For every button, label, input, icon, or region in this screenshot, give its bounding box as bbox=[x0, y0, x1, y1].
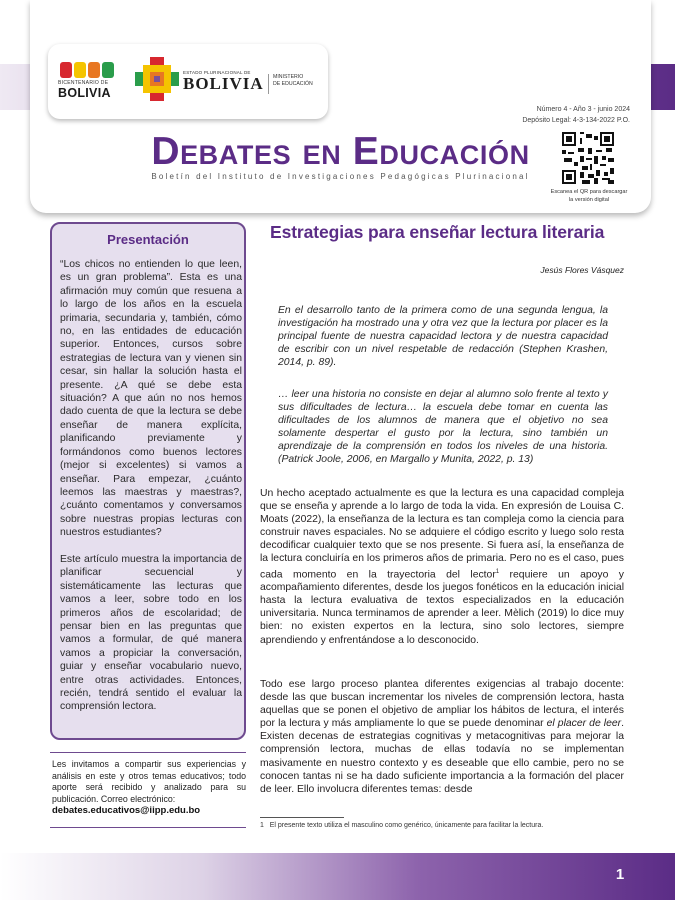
presentation-paragraph: “Los chicos no entienden lo que leen, es un gran problema”. Esta es una afirmación muy común que resuena a lo largo de los años en la escuela primaria, secundaria y, también, cómo no, en las entidades de educación superior. Entonces, cursos sobre estrategias de lectura van y vienen sin cesar, sin hallar la solución hasta el presente. ¿A qué se debe esta situación? A que aún no nos hemos dado cuenta de que la lectura se debe enseñar de manera explícita, planificando previamente y formándonos como buenos lectores (mejor si excelentes) si vamos a enseñar. Para empezar, ¿cuánto leemos las maestras y maestras?, ¿cuánto comentamos y conversamos sobre nuestras propias lecturas con nuestros estudiantes? bbox=[60, 259, 242, 539]
body-text-segment: requiere un apoyo y acompañamiento diferentes, desde los juegos fonéticos en la educación inicial hasta la lectura evaluativa de textos especializados en la educación universitaria. Nunca terminamos de aprender a leer. Mèlich (2019) lo dice muy bien: no existen expertos en la lectura, sino solo lectores, siempre aprendiendo y enfrentándose a lo desconocido. bbox=[260, 569, 625, 646]
issue-number: Número 4 - Año 3 - junio 2024 bbox=[536, 106, 630, 113]
qr-caption-line1: Escanea el QR para descargar bbox=[550, 189, 628, 195]
body-text-segment: Todo ese largo proceso plantea diferentes exigencias al trabajo docente: desde las que buscan incrementar los niveles de comprensión lectora, hasta aquellas que se ponen el objetivo de ampliar los hábitos de lectura, el interés por la lectura y más ampliamente lo que se puede denominar bbox=[260, 679, 624, 730]
emphasis-text: el placer de leer bbox=[546, 718, 622, 730]
bicentenario-logo bbox=[58, 62, 116, 104]
ministerio-label bbox=[268, 74, 324, 94]
footnote bbox=[260, 822, 630, 829]
footnote-reference[interactable]: 1 bbox=[495, 568, 500, 575]
estado-big-text: BOLIVIA bbox=[183, 74, 264, 93]
footnote-divider bbox=[260, 817, 344, 818]
qr-code-icon[interactable] bbox=[562, 132, 614, 184]
invite-box bbox=[50, 752, 246, 828]
footer-band bbox=[0, 853, 675, 900]
epigraph-quote: … leer una historia no consiste en dejar al alumno solo frente al texto y sus dificultades de lectura… la escuela debe tomar en cuenta las dificultades de los alumnos de manera que el objetivo no sea solamente despertar el gusto por la lectura, sino también un aprendizaje de la comprensión en todos los niveles de una historia. (Patrick Joole, 2006, en Margallo y Munita, 2022, p. 13) bbox=[278, 389, 608, 465]
ministerio-line1: MINISTERIO bbox=[273, 74, 304, 80]
body-text-segment: . Existen decenas de estrategias cognitivas y metacognitivas para mejorar la comprensión lectora, muchas de ellas todavía no se implementan masivamente en nuestro contexto y es deseable que ello cambie, pero no se conocen tantas ni se ha dado suficiente importancia a la formación del placer de leer. Ello involucra diferentes temas: desde bbox=[260, 718, 624, 795]
bicentenario-small-text: BICENTENARIO DE bbox=[58, 80, 109, 86]
presentation-body bbox=[60, 258, 242, 727]
qr-caption bbox=[540, 188, 638, 204]
footnote-text: El presente texto utiliza el masculino como genérico, únicamente para facilitar la lectura. bbox=[269, 822, 544, 829]
bicentenario-emblem-icon bbox=[60, 62, 114, 78]
legal-deposit: Depósito Legal: 4-3-134-2022 P.O. bbox=[522, 117, 630, 124]
footnote-number: 1 bbox=[260, 822, 264, 829]
issue-info bbox=[440, 104, 630, 126]
contact-email-link[interactable]: debates.educativos@iipp.edu.bo bbox=[52, 805, 201, 816]
estado-small-text: ESTADO PLURINACIONAL DE bbox=[183, 70, 251, 75]
bicentenario-big-text: BOLIVIA bbox=[58, 86, 111, 100]
body-paragraph bbox=[260, 487, 624, 647]
masthead-title: Debates en Educación bbox=[151, 130, 530, 173]
article-author: Jesús Flores Vásquez bbox=[540, 265, 624, 275]
body-text-segment: Un hecho aceptado actualmente es que la lectura es una capacidad compleja que se enseña y aprende a lo largo de toda la vida. En expresión de Louisa C. Moats (2022), la enseñanza de la lectura es tan compleja como la ciencia para construir naves espaciales. No se adquiere el código escrito y luego solo resta decodificar cualquier texto que se nos presente. Si fuera así, la enseñanza de la lectura concluiría en los primeros años de primaria. Pero no es el caso, pues cada momento en la trayectoria del lector bbox=[260, 488, 624, 581]
qr-caption-line2: la versión digital bbox=[568, 197, 610, 203]
ministerio-line2: DE EDUCACIÓN bbox=[273, 80, 313, 87]
page-number: 1 bbox=[615, 866, 625, 883]
chakana-icon bbox=[135, 57, 179, 101]
presentation-title: Presentación bbox=[107, 232, 189, 247]
invite-text: Les invitamos a compartir sus experiencias y análisis en este y otros temas educativos; todo aporte será recibido y analizado para su publicación. Correo electrónico: bbox=[52, 759, 246, 804]
body-paragraph bbox=[260, 678, 624, 796]
presentation-paragraph: Este artículo muestra la importancia de planificar secuencial y sistemáticamente las lecturas que vamos a leer, sobre todo en los primeros años de escolaridad; de pensar bien en las preguntas que vamos a formular, de qué manera vamos a propiciar la conversación, guiar y enseñar vocabulario nuevo, entre otras actividades. Entonces, recién, tendrá sentido el evaluar la comprensión lectora. bbox=[60, 553, 242, 713]
epigraph-quote: En el desarrollo tanto de la primera como de una segunda lengua, la investigación ha mostrado una y otra vez que la lectura por placer es la principal fuente de nuestra capacidad lectora y de nuestra capacidad de escribir con un nivel respetable de redacción (Stephen Krashen, 2014, p. 89). bbox=[278, 305, 608, 368]
masthead-subtitle: Boletín del Instituto de Investigaciones Pedagógicas Plurinacional bbox=[151, 172, 530, 181]
estado-plurinacional-logo bbox=[183, 70, 265, 92]
article-title: Estrategias para enseñar lectura literaria bbox=[270, 222, 605, 242]
presentation-box bbox=[50, 222, 246, 740]
